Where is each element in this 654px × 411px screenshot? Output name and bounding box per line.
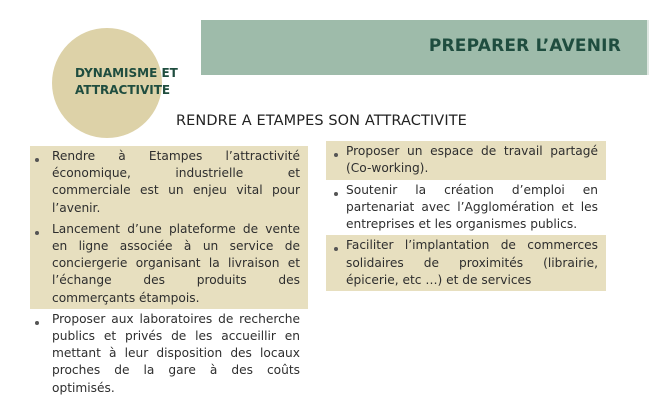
list-item [326,235,606,291]
list-item-text: Faciliter l’implantation de commerces solidaires de proximités (librairie, épicerie, etc …) et de services [346,238,598,288]
bullet-icon [35,231,39,235]
bullet-icon [334,153,338,157]
list-item-text: Lancement d’une plateforme de vente en ligne associée à un service de conciergerie organisant la livraison et l’échange des produits des commerçants étampois. [52,221,300,305]
bullet-icon [334,247,338,251]
right-bullet-list [326,141,606,291]
list-item [326,141,606,180]
theme-label [75,65,178,99]
bullet-icon [35,158,39,162]
list-item-text: Soutenir la création d’emploi en partenariat avec l’Agglomération et les entreprises et les organismes publics. [346,182,598,232]
theme-label-line1: DYNAMISME ET [75,66,178,80]
page-title: PREPARER L’AVENIR [428,36,621,56]
theme-label-line2: ATTRACTIVITE [75,83,171,97]
list-item [30,309,308,399]
list-item [30,146,308,219]
list-item-text: Proposer un espace de travail partagé (Co-working). [346,144,598,176]
header-banner [201,20,649,75]
section-subtitle: RENDRE A ETAMPES SON ATTRACTIVITE [176,113,467,129]
left-bullet-list [30,146,308,399]
list-item-text: Rendre à Etampes l’attractivité économique, industrielle et commerciale est un enjeu vital pour l’avenir. [52,149,300,215]
list-item [30,219,308,309]
list-item-text: Proposer aux laboratoires de recherche publics et privés de les accueillir en mettant à leur disposition des locaux proches de la gare à des coûts optimisés. [52,311,300,395]
list-item [326,180,606,236]
bullet-icon [35,321,39,325]
bullet-icon [334,192,338,196]
